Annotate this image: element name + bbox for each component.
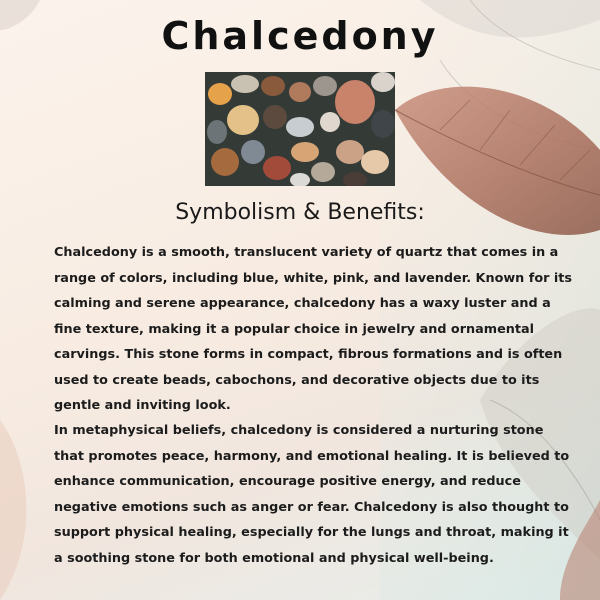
- metaphysical-paragraph: In metaphysical beliefs, chalcedony is considered a nurturing stone that promotes peace, harmony, and emotional healing. It is believed to enhance communication, encourage positive energy, and reduce negative emotions such as anger or fear. Chalcedony is also thought to support physical healing, especially for the lungs and throat, making it a soothing stone for both emotional and physical well-being.: [54, 423, 570, 566]
- description-paragraph: Chalcedony is a smooth, translucent variety of quartz that comes in a range of colors, including blue, white, pink, and lavender. Known for its calming and serene appearance, chalcedony has a waxy luster and a fine texture, making it a popular choice in jewelry and ornamental carvings. This stone forms in compact, fibrous formations and is often used to create beads, cabochons, and decorative objects due to its gentle and inviting look.: [54, 245, 572, 413]
- section-heading: Symbolism & Benefits:: [175, 200, 425, 225]
- page-title: Chalcedony: [161, 14, 439, 58]
- polished-stones-photo: [205, 72, 395, 186]
